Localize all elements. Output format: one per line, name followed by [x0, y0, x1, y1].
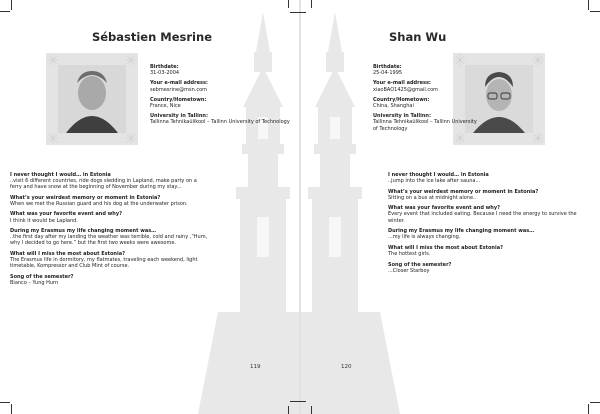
- page-number: 120: [341, 364, 352, 370]
- profile-photo: [46, 53, 138, 145]
- crop-mark: [0, 402, 10, 403]
- page-gutter: [299, 0, 301, 414]
- page-number: 119: [250, 364, 261, 370]
- answer: ...Closer Starboy: [388, 267, 430, 274]
- crop-mark: [588, 404, 589, 414]
- crop-mark: [588, 0, 589, 10]
- student-name: Sébastien Mesrine: [91, 30, 212, 44]
- answer: ...my life is always changing.: [388, 234, 461, 241]
- question: During my Erasmus my life changing moment was…: [388, 228, 535, 235]
- answer: Every event that included eating. Because I need the energy to survive the winter.: [388, 211, 577, 224]
- answer: ..visit 6 different countries, ride dogs sledding in Lapland, make party on a ferry and have snow at the beginning of November during my stay...: [10, 178, 197, 191]
- answer: Bianco – Yung Hurn: [10, 279, 59, 286]
- questionnaire: [388, 172, 588, 278]
- question: What was your favorite event and why?: [388, 205, 501, 212]
- personal-info: [150, 64, 290, 130]
- answer: Sitting on a bus at midnight alone..: [388, 194, 477, 201]
- info-email: Your e-mail address: xiaoBAO1425@gmail.com: [373, 80, 439, 93]
- question: I never thought I would… in Estonia: [388, 172, 489, 178]
- answer: The hottest girls.: [388, 250, 431, 257]
- info-birthdate: Birthdate: 25-04-1995: [373, 64, 403, 77]
- question: What’s your weirdest memory or moment in Estonia?: [10, 194, 161, 201]
- info-birthdate: Birthdate: 31-03-2004: [150, 64, 180, 77]
- answer: ..jump into the ice lake after sauna...: [388, 178, 481, 185]
- crop-mark: [311, 406, 312, 414]
- info-email: Your e-mail address: sebmesrine@msn.com: [150, 80, 208, 93]
- crop-mark: [288, 406, 289, 414]
- question: What’s your weirdest memory or moment in Estonia?: [388, 188, 539, 195]
- crop-mark: [590, 11, 600, 12]
- question: What will I miss the most about Estonia?: [388, 244, 503, 251]
- right-page: [300, 0, 600, 414]
- answer: I think it would be Lapland.: [10, 217, 78, 224]
- crop-mark: [11, 0, 12, 10]
- student-name: Shan Wu: [389, 30, 447, 44]
- question: Song of the semester?: [10, 273, 74, 280]
- answer: The Erasmus life in dormitory, my flatmates, traveling each weekend, light timetable, Kompressor and Club Mint of course.: [10, 257, 198, 270]
- question: Song of the semester?: [388, 261, 452, 268]
- question: What will I miss the most about Estonia?: [10, 250, 125, 257]
- crop-mark: [290, 401, 306, 402]
- crop-mark: [288, 0, 289, 8]
- info-country: Country/Hometown: France, Nice: [150, 96, 207, 110]
- question: I never thought I would… in Estonia: [10, 172, 111, 178]
- crop-mark: [11, 404, 12, 414]
- personal-info: [373, 64, 483, 136]
- info-country: Country/Hometown: China, Shanghai: [373, 96, 430, 110]
- questionnaire: [10, 172, 210, 290]
- question: What was your favorite event and why?: [10, 211, 123, 218]
- question: During my Erasmus my life changing moment was…: [10, 228, 157, 235]
- crop-mark: [311, 0, 312, 8]
- crop-mark: [290, 12, 306, 13]
- answer: ..the first day after my landing the weather was terrible, cold and rainy ,“Hum, why I decided to go here.” but the first two weeks were awesome.: [10, 234, 208, 247]
- answer: When we met the Russian guard and his dog at the underwater prison.: [10, 200, 188, 207]
- crop-mark: [0, 11, 10, 12]
- crop-mark: [590, 402, 600, 403]
- info-university: University in Tallinn: Tallinna Tehnikaülikool – Tallinn University of Technology: [373, 113, 477, 132]
- info-university: University in Tallinn: Tallinna Tehnikaülikool – Tallinn University of Technology: [150, 113, 290, 126]
